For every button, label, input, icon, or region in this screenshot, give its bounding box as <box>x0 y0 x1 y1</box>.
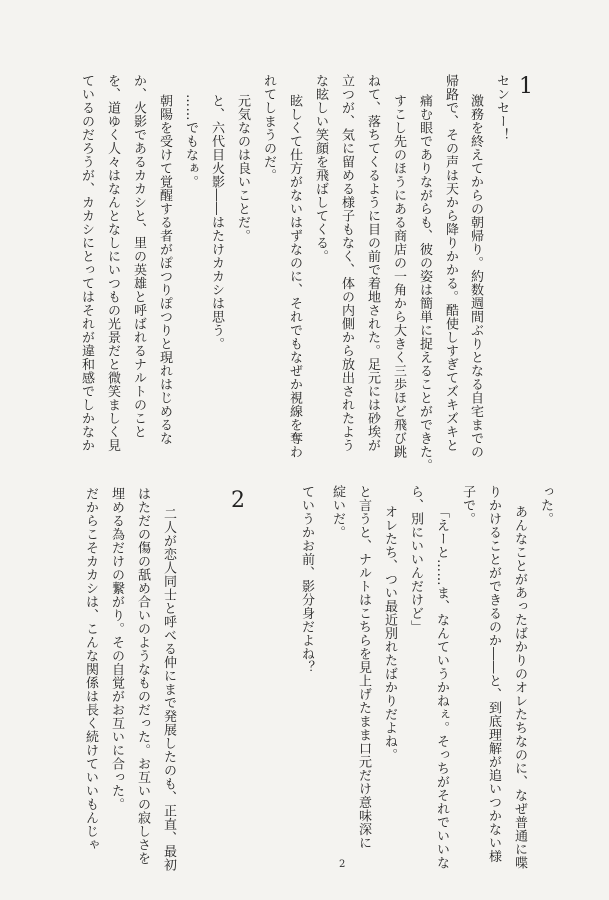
text-line: った。 <box>538 485 553 526</box>
text-line: な眩しい笑顔を飛ばしてくる。 <box>313 74 328 263</box>
text-line: ……でもなぁ。 <box>183 94 198 189</box>
text-line: ねて、落ちてくるように目の前で着地された。足元には砂埃が <box>365 74 380 452</box>
text-line: 眩しくて仕方がないはずなのに、それでもなぜか視線を奪わ <box>287 94 302 459</box>
text-line: 激務を終えてからの朝帰り。約数週間ぶりとなる自宅までの <box>468 94 483 459</box>
text-line: と、六代目火影――はたけカカシは思う。 <box>209 94 224 351</box>
text-line: あんなことがあったばかりのオレたちなのに、なぜ普通に喋 <box>512 505 527 870</box>
text-line: 朝陽を受けて覚醒する者がぽつりぽつりと現れはじめるな <box>157 94 172 445</box>
text-line: 元気なのは良いことだ。 <box>235 94 250 243</box>
text-line: 二人が恋人同士と呼べる仲にまで発展したのも、正直、最初 <box>161 507 176 872</box>
text-line: ていうかお前、影分身だよね？ <box>299 485 314 674</box>
text-line: ているのだろうが、カカシにとってはそれが違和感でしかなか <box>79 74 94 452</box>
text-line: か、火影であるカカシと、里の英雄と呼ばれるナルトのこと <box>131 74 146 439</box>
text-line: れてしまうのだ。 <box>261 74 276 182</box>
section-number-1: 1 <box>519 74 533 99</box>
text-line: 「えーと……ま、なんていうかねぇ。そっちがそれでいいな <box>434 505 449 870</box>
text-line: りかけることができるのか――と、到底理解が追いつかない様 <box>486 485 501 863</box>
text-line: 立つが、気に留める様子もなく、体の内側から放出されたよう <box>339 74 354 452</box>
text-line: 埋める為だけの繋がり。その自覚がお互いに合った。 <box>109 487 124 811</box>
text-line: センセー！ <box>494 74 509 142</box>
text-line: 帰路で、その声は天から降りかかる。酷使しすぎてズキズキと <box>443 74 458 452</box>
page-number: 2 <box>339 859 346 870</box>
text-line: と言うと、ナルトはこちらを見上げたまま口元だけ意味深に <box>356 485 371 850</box>
section-number-2: 2 <box>231 488 245 513</box>
text-line: 綻いだ。 <box>330 485 345 539</box>
text-line: だからこそカカシは、こんな関係は長く続けていいもんじゃ <box>83 487 98 852</box>
text-line: すこし先のほうにある商店の一角から大きく三歩ほど飛び跳 <box>391 94 406 459</box>
text-line: はただの傷の舐め合いのようなものだった。お互いの寂しさを <box>135 487 150 865</box>
text-line: ら、別にいいんだけど」 <box>408 485 423 634</box>
text-line: 痛む眼でありながらも、彼の姿は簡単に捉えることができた。 <box>417 94 432 472</box>
text-line: 子で。 <box>460 485 475 526</box>
text-line: を、道ゆく人々はなんとなしにいつもの光景だと微笑ましく見 <box>105 74 120 452</box>
text-line: オレたち、つい最近別れたばかりだよね。 <box>382 505 397 762</box>
